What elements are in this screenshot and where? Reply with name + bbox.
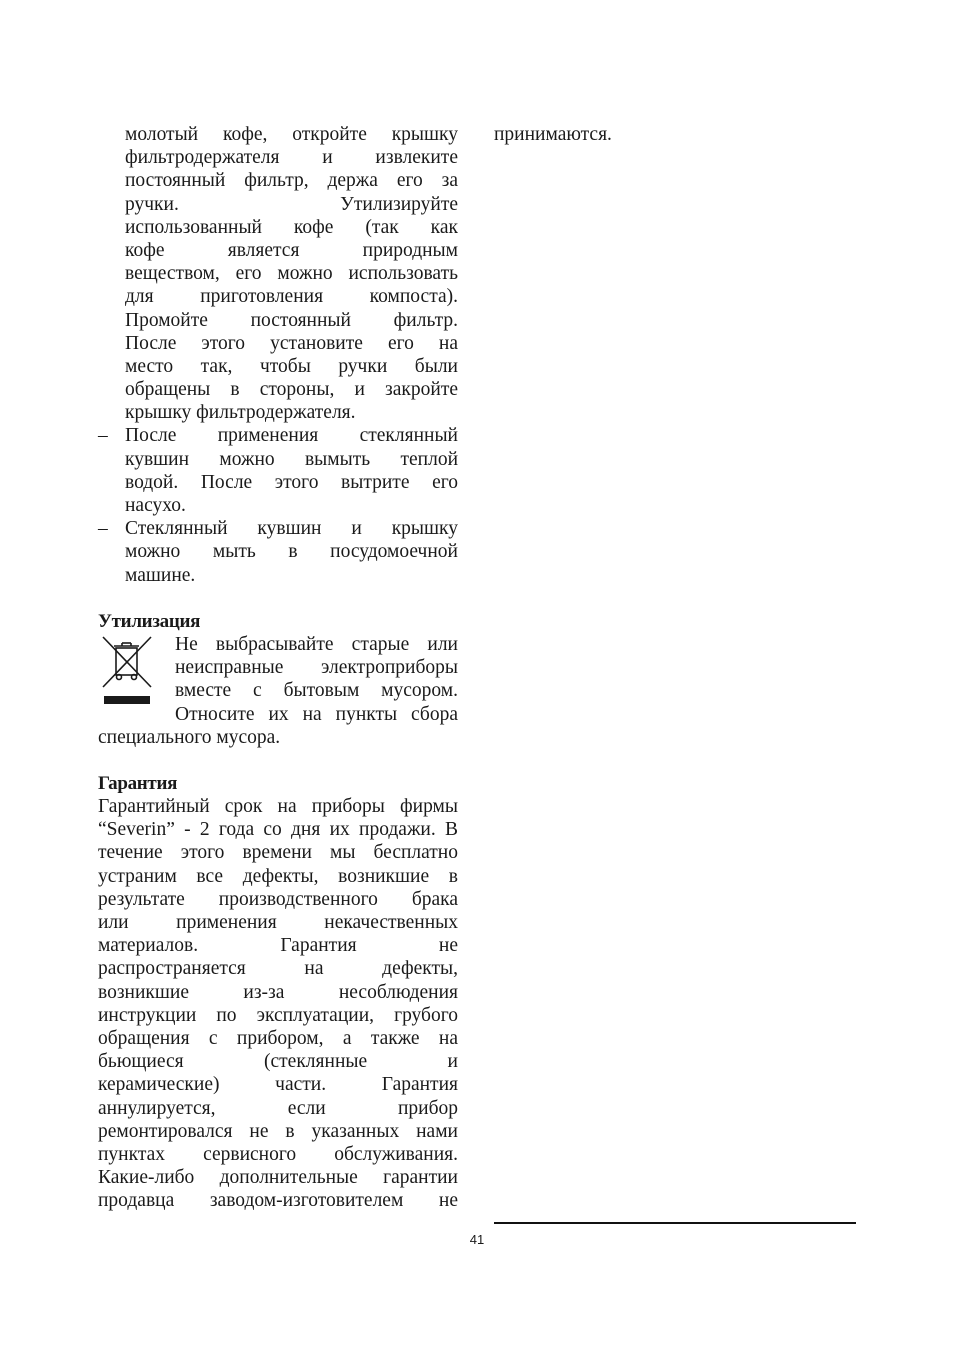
text-line: керамические) части. Гарантия (98, 1074, 458, 1096)
text-line: специального мусора. (98, 726, 281, 748)
text-line: молотый кофе, откройте крышку (125, 124, 458, 145)
footer-rule (494, 1222, 856, 1224)
text-line: кувшин можно вымыть теплой (125, 448, 458, 470)
text-line: распространяется на дефекты, (98, 958, 458, 980)
text-line: Стеклянный кувшин и крышку (125, 518, 458, 540)
text-line: кофе является природным (125, 239, 458, 261)
disposal-heading: Утилизация (98, 610, 201, 632)
text-line: ручки. Утилизируйте (125, 193, 458, 215)
text-line: обращения с прибором, а также на (98, 1027, 458, 1049)
text-line: Относите их на пункты сбора (175, 703, 458, 725)
list-item (98, 517, 458, 587)
bullet-dash: – (98, 425, 108, 447)
text-line: насухо. (125, 495, 186, 516)
text-line: место так, чтобы ручки были (125, 355, 458, 377)
text-line: постоянный фильтр, держа его за (125, 170, 458, 192)
text-line: неисправные электроприборы (175, 657, 458, 679)
text-line: использованный кофе (так как (125, 216, 458, 238)
left-column (98, 123, 458, 1212)
text-line: устраним все дефекты, возникшие в (98, 865, 458, 887)
text-line: Промойте постоянный фильтр. (125, 309, 458, 331)
text-line: водой. После этого вытрите его (125, 471, 458, 493)
bullet-dash: – (98, 518, 108, 540)
text-line: веществом, его можно использовать (125, 263, 458, 285)
text-line: продавца заводом-изготовителем не (98, 1190, 458, 1212)
warranty-heading: Гарантия (98, 772, 178, 794)
text-line: После применения стеклянный (125, 425, 458, 447)
text-line: пунктах сервисного обслуживания. (98, 1143, 458, 1165)
text-line: “Severin” - 2 года со дня их продажи. В (98, 819, 458, 841)
text-line: возникшие из-за несоблюдения (98, 981, 458, 1003)
text-line: Не выбрасывайте старые или (175, 633, 458, 655)
text-line: крышку фильтродержателя. (125, 402, 356, 424)
text-line: результате производственного брака (98, 888, 458, 910)
warranty-paragraph (98, 795, 458, 1212)
crossed-out-wheelie-bin-icon (101, 635, 153, 705)
text-line: После этого установите его на (125, 332, 458, 354)
text-line: Какие-либо дополнительные гарантии (98, 1167, 458, 1189)
text-line: течение этого времени мы бесплатно (98, 842, 458, 864)
disposal-section (98, 633, 458, 749)
intro-paragraph (98, 123, 458, 424)
list-item (98, 424, 458, 517)
text-line: Гарантийный срок на приборы фирмы (98, 796, 458, 818)
text-line: материалов. Гарантия не (98, 935, 458, 957)
text-line: аннулируется, если прибор (98, 1097, 458, 1119)
text-line: вместе с бытовым мусором. (175, 680, 458, 702)
right-column (494, 123, 856, 146)
text-line: для приготовления компоста). (125, 286, 458, 308)
text-line: или применения некачественных (98, 912, 458, 933)
text-line: обращены в стороны, и закройте (125, 379, 458, 401)
text-line: фильтродержателя и извлеките (125, 147, 458, 169)
text-line: можно мыть в посудомоечной (125, 541, 458, 563)
text-line: бьющиеся (стеклянные и (98, 1051, 458, 1073)
text-line: ремонтировался не в указанных нами (98, 1120, 458, 1142)
text-line: принимаются. (494, 124, 612, 145)
page-number: 41 (469, 1232, 485, 1247)
text-line: инструкции по эксплуатации, грубого (98, 1004, 458, 1026)
text-line: машине. (125, 564, 196, 586)
